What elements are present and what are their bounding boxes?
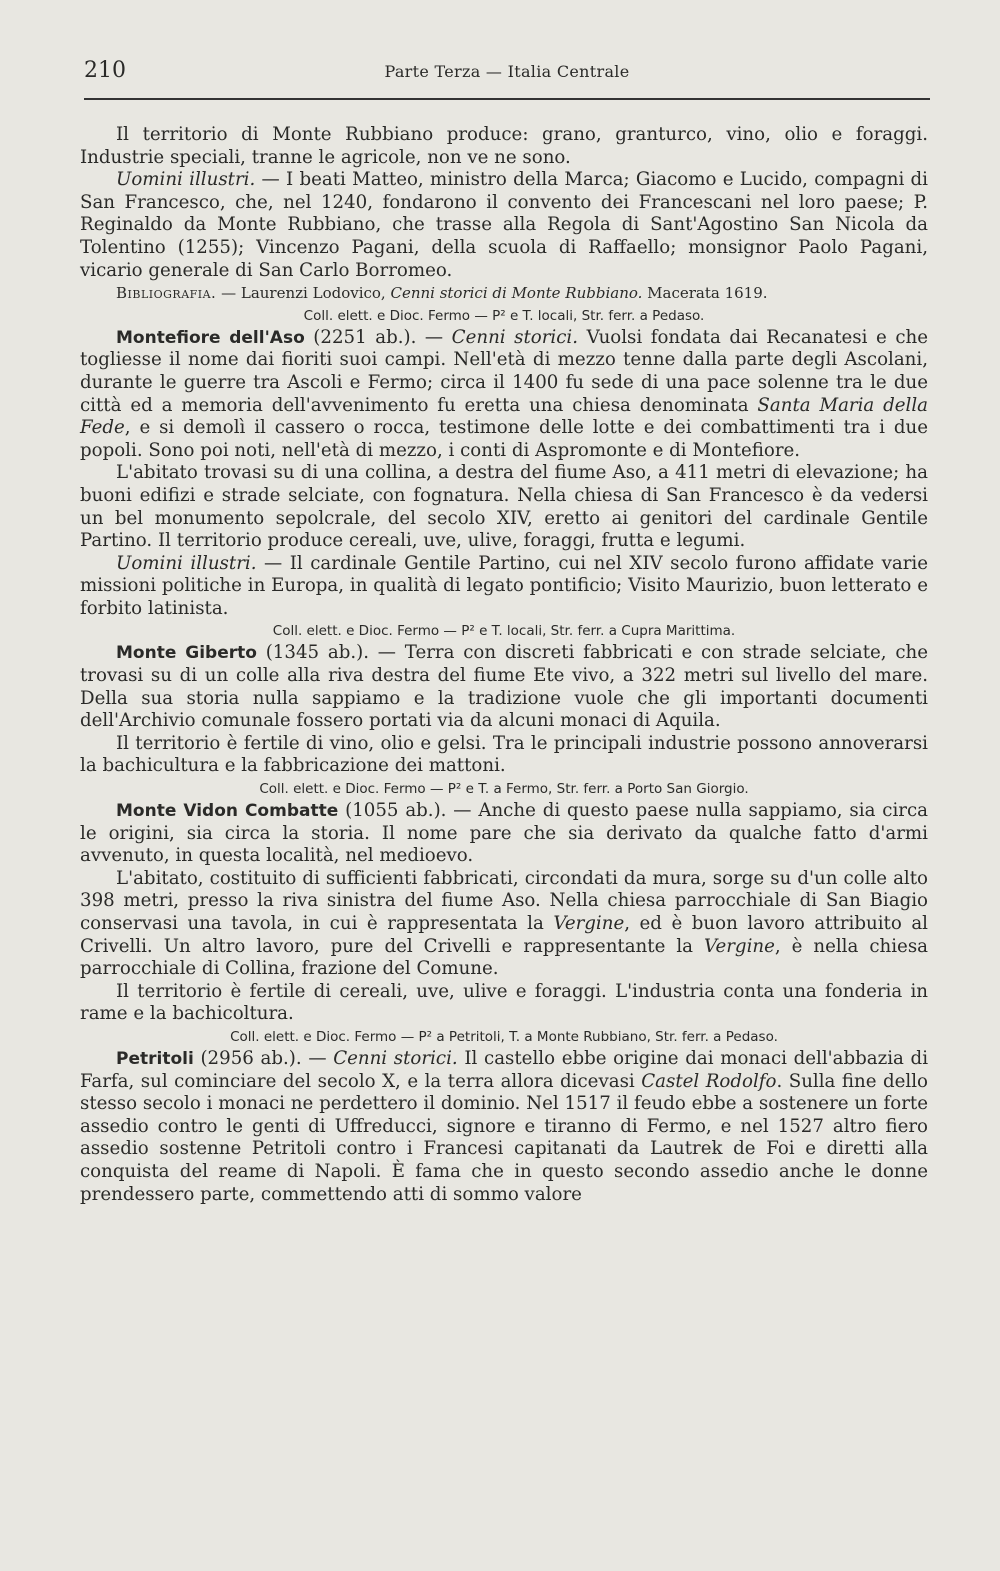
running-title: Parte Terza — Italia Centrale	[384, 62, 630, 81]
giberto-text: (1345 ab.). — Terra con discreti fabbricati e con strade selciate, che trovasi su di un colle alla riva destra del fiume Ete vivo, a 322 metri sul livello del mare. Della sua storia nulla sappiamo e la tradizione vuole che gli importanti documenti dell'Archivio comunale fossero portati via da alcuni monaci di Aquila.	[80, 642, 928, 732]
vidon-note: Coll. elett. e Dioc. Fermo — P² a Petritoli, T. a Monte Rubbiano, Str. ferr. a Pedaso.	[230, 1028, 778, 1045]
bibliography-label: Bibliografia.	[116, 284, 217, 303]
montefiore-cenni: Cenni storici.	[451, 326, 579, 348]
vidon-text: (1055 ab.). — Anche di questo paese nulla sappiamo, sia circa le origini, sia circa la storia. Il nome pare che sia derivato da qualche fatto d'armi avvenuto, in questa località, nel medioevo.	[80, 800, 928, 867]
montefiore-note: Coll. elett. e Dioc. Fermo — P² e T. locali, Str. ferr. a Cupra Marittima.	[272, 623, 736, 640]
vidon-territorio-paragraph: Il territorio è fertile di cereali, uve, ulive e foraggi. L'industria conta una fonderia in rame e la bachicoltura.	[80, 980, 928, 1025]
vidon-vergine-1: Vergine	[553, 913, 625, 934]
vidon-heading: Monte Vidon Combatte	[116, 801, 339, 822]
petritoli-cenni: Cenni storici.	[333, 1047, 458, 1069]
bibliography-author: — Laurenzi Lodovico,	[216, 284, 391, 303]
header-rule	[84, 98, 930, 100]
montefiore-paragraph	[80, 327, 928, 463]
montefiore-abitato-paragraph: L'abitato trovasi su di una collina, a destra del fiume Aso, a 411 metri di elevazione; ha buoni edifizi e strade selciate, con fognatura. Nella chiesa di San Francesco è da vedersi un bel monumento sepolcrale, del secolo XIV, eretto ai genitori del cardinale Gentile Partino. Il territorio produce cereali, uve, ulive, foraggi, frutta e legumi.	[80, 462, 928, 552]
vidon-text-c: , è nella chiesa parrocchiale di Collina, frazione del Comune.	[80, 935, 928, 980]
petritoli-text-b: . Sulla fine dello stesso secolo i monaci ne perdettero il dominio. Nel 1517 il feudo ebbe a sostenere un forte assedio contro le genti di Uffreducci, signore e tiranno di Fermo, e nel 1527 altro fiero assedio sostenne Petritoli contro i Francesi capitanati da Lautrek de Foi e diretti alla conquista del reame di Napoli. È fama che in questo secondo assedio anche le donne prendessero parte, commettendo atti di sommo valore	[80, 1070, 929, 1205]
montefiore-chiesa: Santa Maria della Fede	[80, 394, 929, 439]
giberto-note: Coll. elett. e Dioc. Fermo — P² e T. a Fermo, Str. ferr. a Porto San Giorgio.	[259, 781, 749, 798]
rubbiano-paragraph: Il territorio di Monte Rubbiano produce: grano, granturco, vino, olio e foraggi. Industrie speciali, tranne le agricole, non ve ne sono.	[80, 124, 928, 168]
bibliography	[80, 282, 928, 305]
bibliography-title: Cenni storici di Monte Rubbiano.	[390, 284, 643, 303]
vidon-abitato-paragraph	[80, 868, 928, 981]
page-header	[84, 56, 930, 96]
petritoli-heading: Petritoli	[116, 1048, 194, 1069]
montefiore-pop: (2251 ab.). —	[304, 326, 452, 348]
montefiore-text-a: Vuolsi fondata dai Recanatesi e che togliesse il nome dai fioriti suoi campi. Nell'età di mezzo tenne dalla parte degli Ascolani, durante le guerre tra Ascoli e Fermo; circa il 1400 fu sede di una pace solenne tra le due città ed a memoria dell'avvenimento fu eretta una chiesa denominata	[80, 326, 928, 416]
montefiore-heading: Montefiore dell'Aso	[116, 327, 305, 348]
rubbiano-note: Coll. elett. e Dioc. Fermo — P² e T. locali, Str. ferr. a Pedaso.	[303, 307, 705, 324]
vidon-paragraph	[80, 800, 928, 868]
vidon-text-b: , ed è buon lavoro attribuito al Crivelli. Un altro lavoro, pure del Crivelli e rappresentante la	[80, 913, 929, 957]
montefiore-uomini-paragraph	[80, 553, 928, 621]
uomini-label: Uomini illustri.	[116, 552, 257, 574]
giberto-heading: Monte Giberto	[116, 643, 257, 664]
montefiore-text-b: , e si demolì il cassero o rocca, testimone delle lotte e dei combattimenti tra i due popoli. Sono poi noti, nell'età di mezzo, i conti di Aspromonte e di Montefiore.	[80, 417, 928, 461]
giberto-paragraph	[80, 642, 928, 732]
vidon-vergine-2: Vergine	[704, 935, 775, 957]
petritoli-text-a: Il castello ebbe origine dai monaci dell'abbazia di Farfa, sul cominciare del secolo X, e la terra allora dicevasi	[80, 1047, 929, 1092]
petritoli-pop: (2956 ab.). —	[193, 1047, 334, 1069]
uomini-label: Uomini illustri.	[116, 169, 256, 191]
rubbiano-uomini-paragraph	[80, 169, 928, 282]
petritoli-castel: Castel Rodolfo	[641, 1070, 777, 1092]
page-body	[80, 124, 928, 1206]
bibliography-place: Macerata 1619.	[642, 284, 768, 303]
vidon-text-a: L'abitato, costituito di sufficienti fabbricati, circondati da mura, sorge su d'un colle alto 398 metri, presso la riva sinistra del fiume Aso. Nella chiesa parrocchiale di San Biagio conservasi una tavola, in cui è rappresentata la	[80, 867, 928, 934]
giberto-territorio-paragraph: Il territorio è fertile di vino, olio e gelsi. Tra le principali industrie possono annoverarsi la bachicultura e la fabbricazione dei mattoni.	[80, 732, 928, 777]
page-number: 210	[84, 58, 126, 83]
petritoli-paragraph	[80, 1048, 928, 1206]
uomini-text: — I beati Matteo, ministro della Marca; Giacomo e Lucido, compagni di San Francesco, che, nel 1240, fondarono il convento dei Francescani nel loro paese; P. Reginaldo da Monte Rubbiano, che trasse alla Regola di Sant'Agostino San Nicola da Tolentino (1255); Vincenzo Pagani, della scuola di Raffaello; monsignor Paolo Pagani, vicario generale di San Carlo Borromeo.	[80, 169, 928, 281]
uomini-text: — Il cardinale Gentile Partino, cui nel XIV secolo furono affidate varie missioni politiche in Europa, in qualità di legato pontificio; Visito Maurizio, buon letterato e forbito latinista.	[80, 552, 928, 619]
